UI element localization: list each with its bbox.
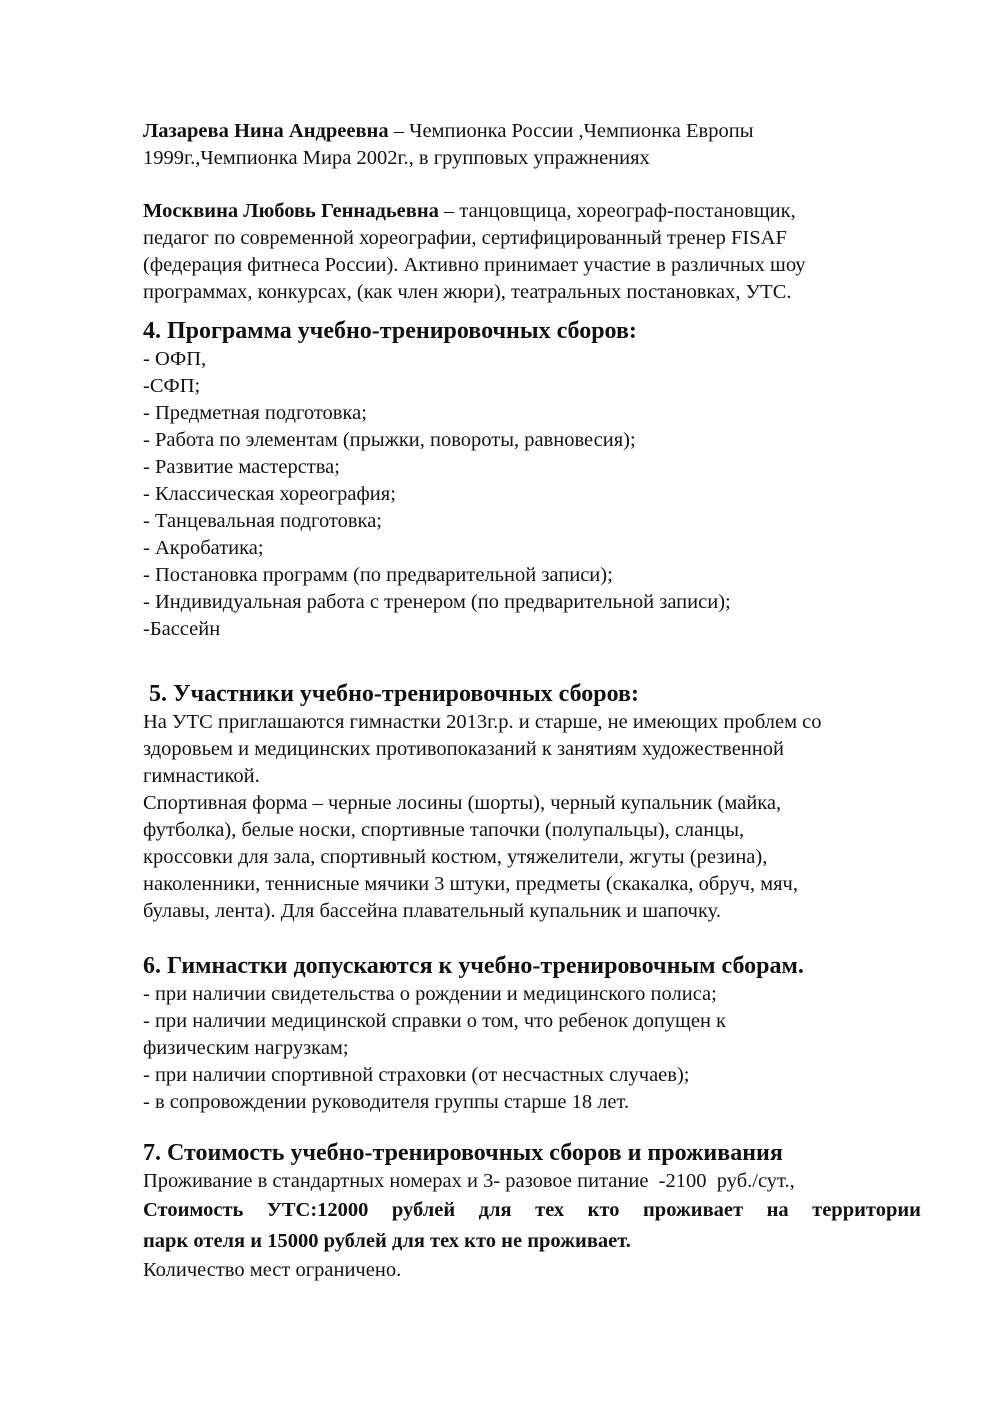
coach-2-line-2: педагог по современной хореографии, сертифицированный тренер FISAF	[143, 227, 787, 249]
list-item: -Бассейн	[143, 618, 221, 640]
list-item: - Индивидуальная работа с тренером (по предварительной записи);	[143, 591, 731, 613]
section-6-title: 6. Гимнастки допускаются к учебно-тренировочным сборам.	[143, 953, 804, 979]
coach-1-line-1	[143, 118, 921, 145]
coach-2-line-3: (федерация фитнеса России). Активно принимает участие в различных шоу	[143, 254, 806, 276]
list-item: - Работа по элементам (прыжки, повороты, равновесия);	[143, 429, 636, 451]
program-list	[143, 346, 921, 643]
section-5-line: На УТС приглашаются гимнастки 2013г.р. и старше, не имеющих проблем со	[143, 711, 822, 733]
accommodation-line: Проживание в стандартных номерах и 3- разовое питание -2100 руб./сут.,	[143, 1170, 795, 1192]
section-4-title: 4. Программа учебно-тренировочных сборов:	[143, 318, 637, 344]
section-5-line: гимнастикой.	[143, 765, 260, 787]
list-item: - ОФП,	[143, 348, 207, 370]
coach-2-desc: – танцовщица, хореограф-постановщик,	[438, 200, 796, 222]
section-5-line: здоровьем и медицинских противопоказаний к занятиям художественной	[143, 738, 784, 760]
section-5-line: футболка), белые носки, спортивные тапочки (полупальцы), сланцы,	[143, 819, 745, 841]
section-5-line: кроссовки для зала, спортивный костюм, утяжелители, жгуты (резина),	[143, 846, 768, 868]
section-7-title: 7. Стоимость учебно-тренировочных сборов и проживания	[143, 1140, 783, 1166]
section-5-title: 5. Участники учебно-тренировочных сборов:	[143, 681, 640, 707]
list-item: - Акробатика;	[143, 537, 264, 559]
coach-1-line-2: 1999г.,Чемпионка Мира 2002г., в групповых упражнениях	[143, 147, 650, 169]
list-item: - Развитие мастерства;	[143, 456, 340, 478]
section-5-line: булавы, лента). Для бассейна плавательный купальник и шапочку.	[143, 900, 721, 922]
document-page	[143, 118, 921, 1284]
list-item: - Танцевальная подготовка;	[143, 510, 382, 532]
section-6-line: - при наличии свидетельства о рождении и медицинского полиса;	[143, 983, 717, 1005]
section-6-line: физическим нагрузкам;	[143, 1037, 349, 1059]
list-item: - Предметная подготовка;	[143, 402, 367, 424]
section-6-line: - в сопровождении руководителя группы старше 18 лет.	[143, 1091, 630, 1113]
list-item: - Классическая хореография;	[143, 483, 396, 505]
section-6-line: - при наличии медицинской справки о том, что ребенок допущен к	[143, 1010, 726, 1032]
list-item: - Постановка программ (по предварительной записи);	[143, 564, 613, 586]
coach-1-desc: – Чемпионка России ,Чемпионка Европы	[388, 120, 754, 142]
section-6-line: - при наличии спортивной страховки (от несчастных случаев);	[143, 1064, 690, 1086]
section-5-line: Спортивная форма – черные лосины (шорты), черный купальник (майка,	[143, 792, 782, 814]
coach-2-name: Москвина Любовь Геннадьевна	[143, 200, 439, 222]
cost-line-2: парк отеля и 15000 рублей для тех кто не проживает.	[143, 1230, 631, 1252]
section-5-line: наколенники, теннисные мячики 3 штуки, предметы (скакалка, обруч, мяч,	[143, 873, 798, 895]
list-item: -СФП;	[143, 375, 201, 397]
coach-2-line-1	[143, 198, 921, 225]
cost-line-1: Стоимость УТС:12000 рублей для тех кто проживает на территории	[143, 1199, 921, 1221]
limited-places-note: Количество мест ограничено.	[143, 1259, 402, 1281]
coach-2-line-4: программах, конкурсах, (как член жюри), театральных постановках, УТС.	[143, 281, 792, 303]
coach-1-name: Лазарева Нина Андреевна	[143, 120, 389, 142]
